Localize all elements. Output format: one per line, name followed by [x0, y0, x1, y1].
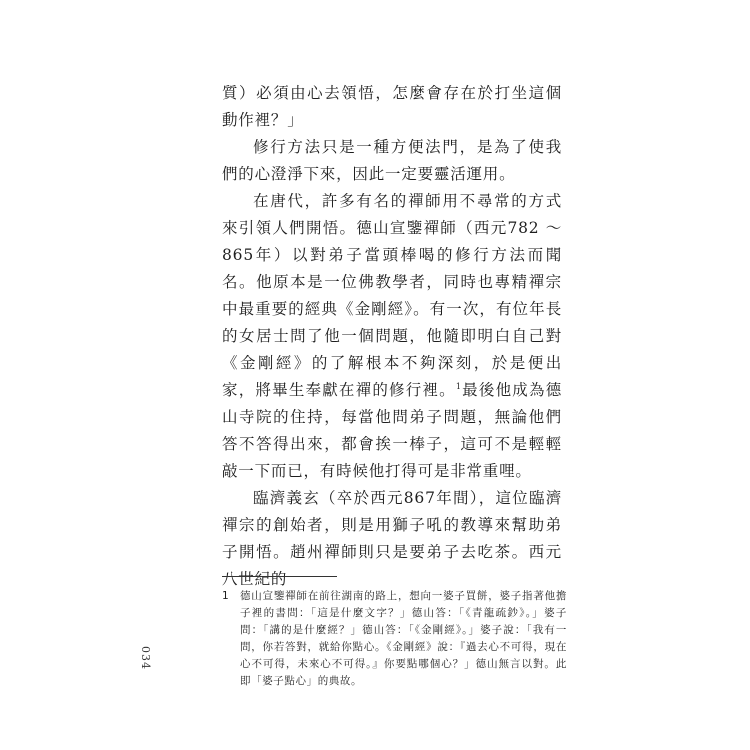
- paragraph-3: [222, 188, 562, 485]
- paragraph-1: 質）必須由心去領悟，怎麼會存在於打坐這個動作裡？」: [222, 84, 562, 129]
- footnote-text: 德山宣鑒禪師在前往湖南的路上，想向一婆子買餅，婆子指著他擔子裡的書問：「這是什麼文字？」德山答：「《青龍疏鈔》。」婆子問：「講的是什麼經？」德山答：「《金剛經》。」婆子說：「我有一問，你若答對，就給你點心。《金剛經》說：『過去心不可得，現在心不可得，未來心不可得。』你要點哪個心？」德山無言以對。此即「婆子點心」的典故。: [240, 590, 567, 687]
- paragraph-3-text: 在唐代，許多有名的禪師用不尋常的方式來引領人們開悟。德山宣鑒禪師（西元782 ～ 865年）以對弟子當頭棒喝的修行方法而聞名。他原本是一位佛教學者，同時也專精禪宗中最重要的經典《金剛經》。有一次，有位年長的女居士問了他一個問題，他隨即明白自己對《金剛經》的了解根本不夠深刻，於是便出家，將畢生奉獻在禪的修行裡。: [222, 192, 562, 399]
- page-number: 034: [139, 646, 152, 670]
- paragraph-4: 臨濟義玄（卒於西元867年間），這位臨濟禪宗的創始者，則是用獅子吼的教導來幫助弟子開悟。趙州禪師則只是要弟子去吃茶。西元八世紀的: [222, 489, 562, 588]
- paragraph-2: 修行方法只是一種方便法門，是為了使我們的心澄淨下來，因此一定要靈活運用。: [222, 138, 562, 183]
- footnote-divider: [222, 576, 337, 577]
- footnote-reference[interactable]: 1: [455, 381, 462, 391]
- main-text-block: [222, 80, 562, 593]
- footnote: [222, 588, 567, 690]
- paragraph-3-text-after: 最後他成為德山寺院的住持，每當他問弟子問題，無論他們答不答得出來，都會挨一棒子，這可不是輕輕敲一下而已，有時候他打得可是非常重哩。: [222, 381, 562, 480]
- footnote-number: 1: [222, 590, 229, 602]
